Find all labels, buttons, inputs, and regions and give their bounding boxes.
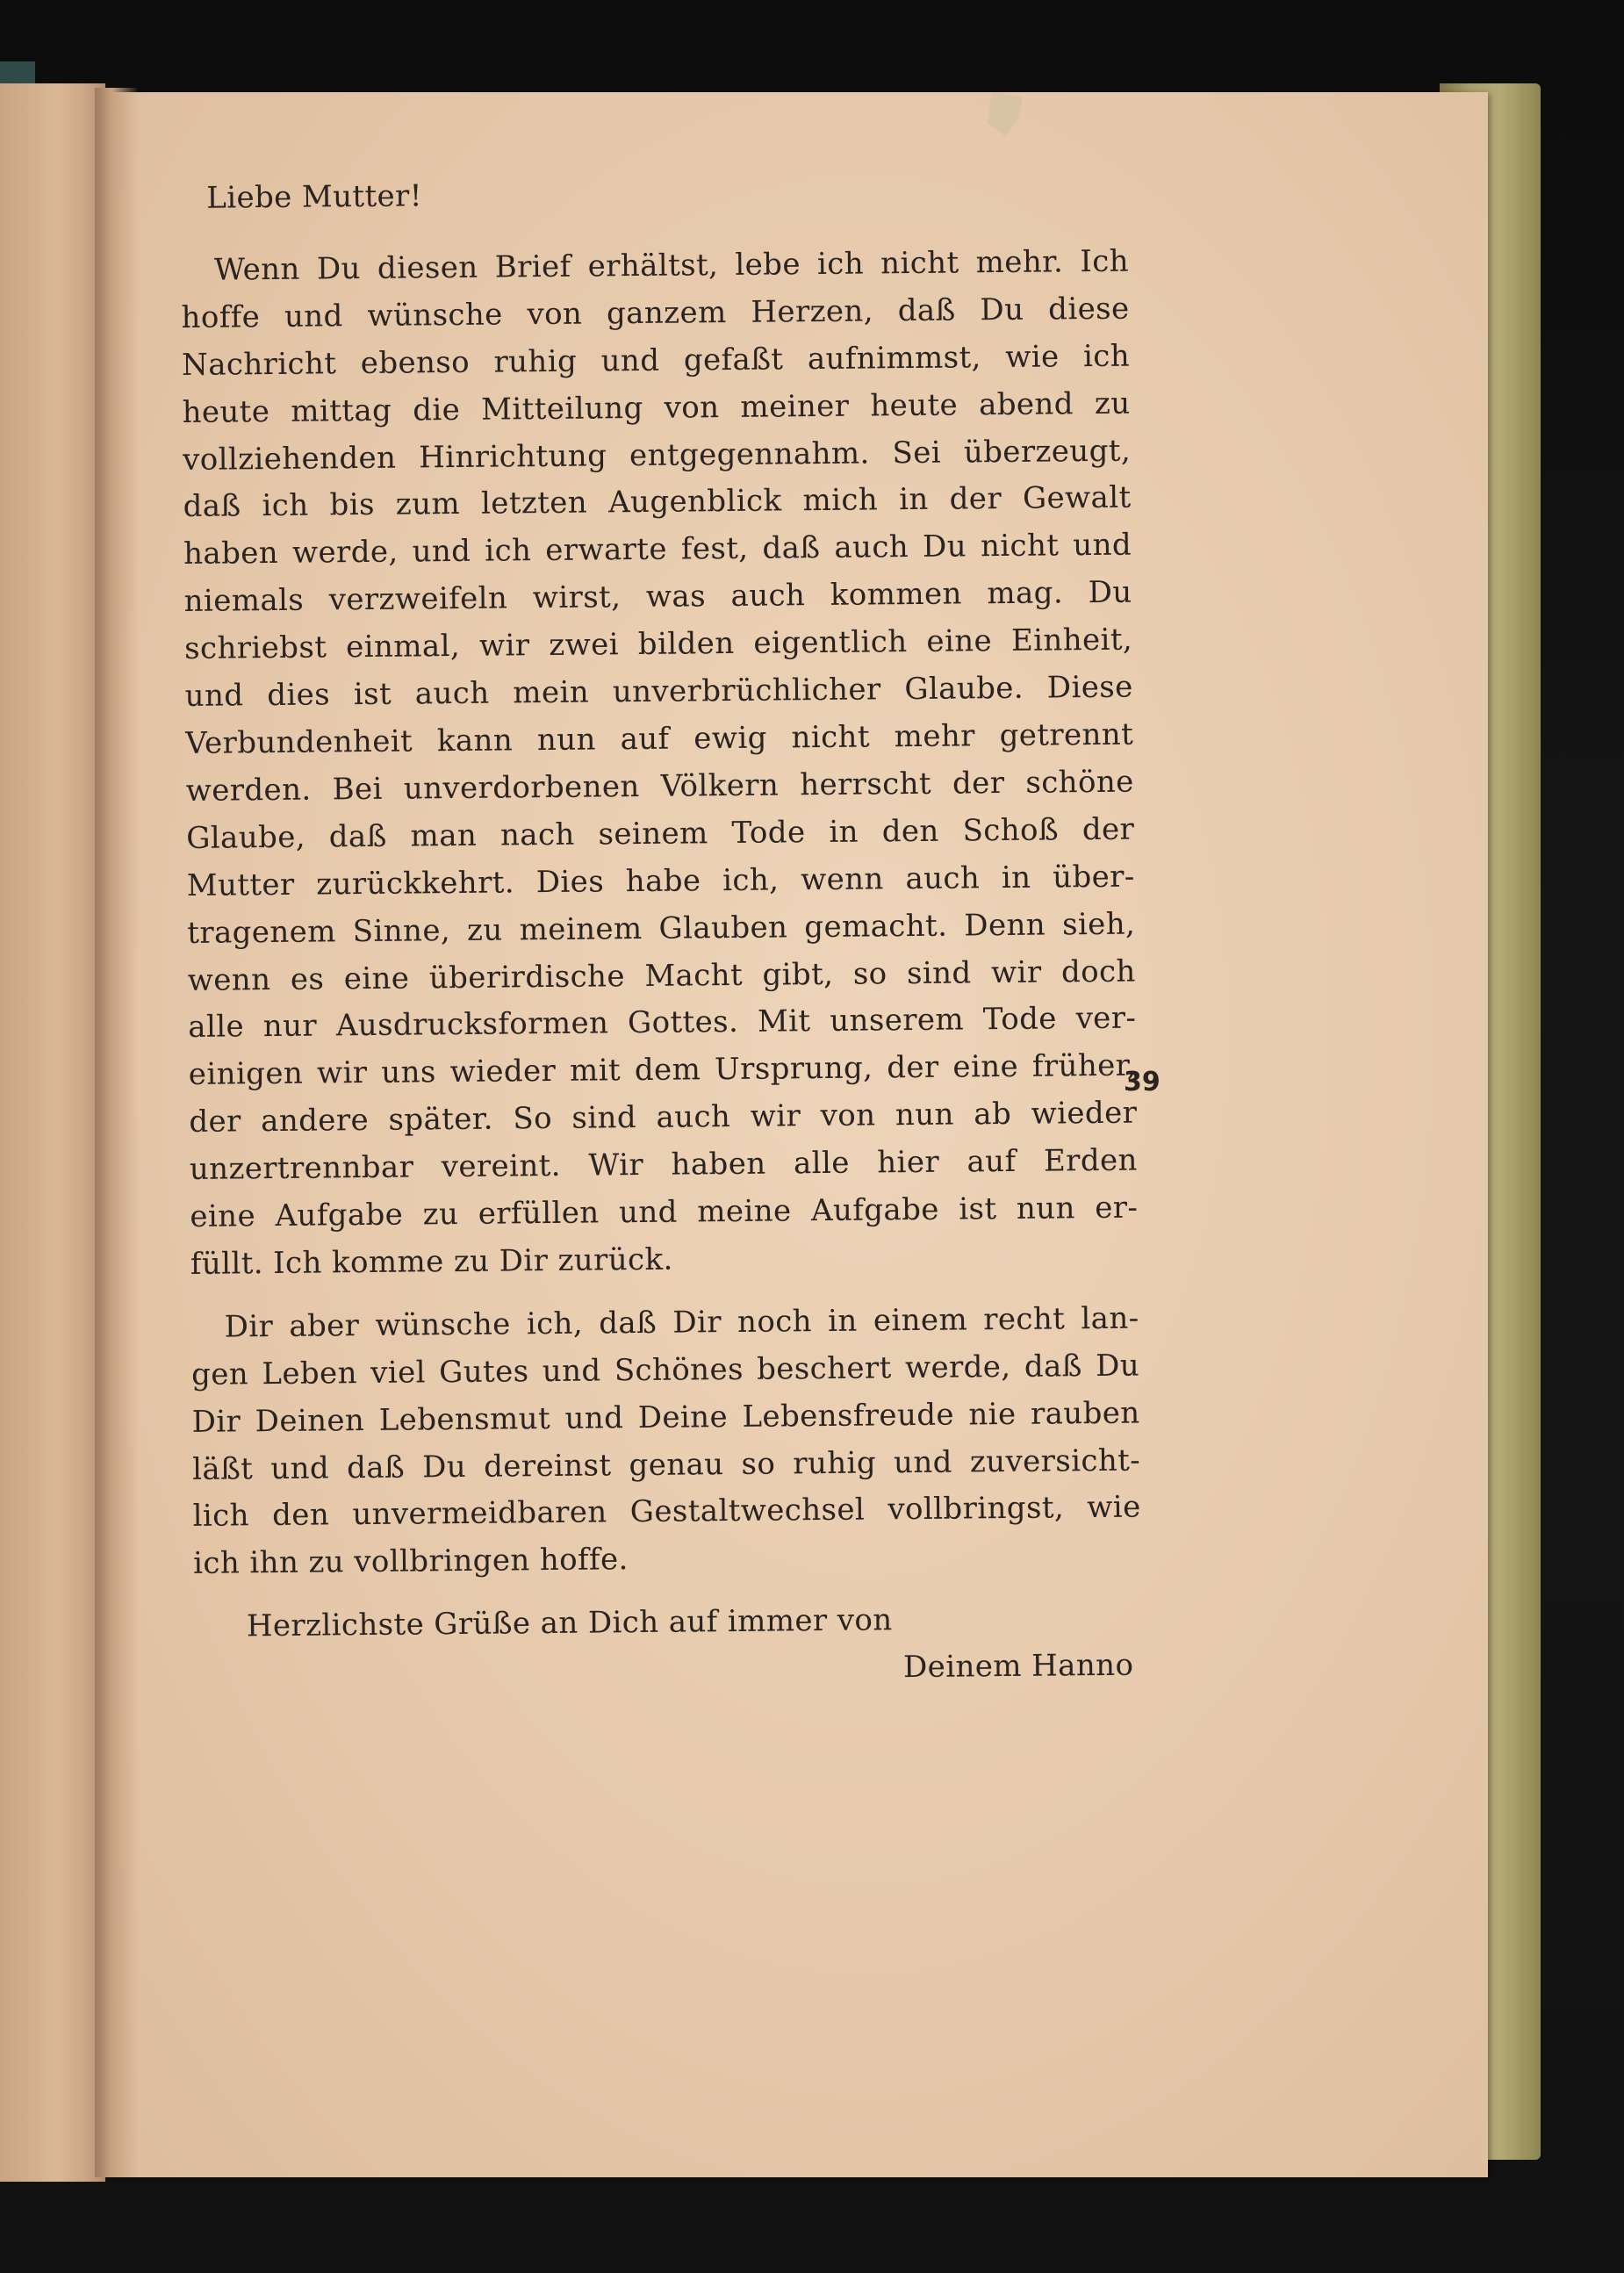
text-line: haben werde, und ich erwarte fest, daß auch Du nicht und bbox=[183, 527, 1132, 572]
text-line: Wenn Du diesen Brief erhältst, lebe ich nicht mehr. Ich bbox=[213, 243, 1130, 288]
text-line: ich ihn zu vollbringen hoffe. bbox=[192, 1542, 629, 1582]
text-line: werden. Bei unverdorbenen Völkern herrscht der schöne bbox=[185, 764, 1134, 809]
text-line: vollziehenden Hinrichtung entgegennahm. Sei überzeugt, bbox=[182, 433, 1132, 478]
letter-paragraph-1 bbox=[181, 239, 1139, 1289]
text-line: der andere später. So sind auch wir von nun ab wieder bbox=[189, 1095, 1138, 1140]
text-line: schriebst einmal, wir zwei bilden eigentlich eine Einheit, bbox=[183, 622, 1133, 667]
text-line: Verbundenheit kann nun auf ewig nicht mehr getrennt bbox=[185, 716, 1134, 761]
text-line: Dir aber wünsche ich, daß Dir noch in einem recht lan- bbox=[224, 1300, 1139, 1345]
signature: Deinem Hanno bbox=[902, 1647, 1134, 1686]
text-line: lich den unvermeidbaren Gestaltwechsel vollbringst, wie bbox=[192, 1490, 1141, 1535]
text-line: gen Leben viel Gutes und Schönes beschert werde, daß Du bbox=[190, 1348, 1140, 1392]
text-line: Glaube, daß man nach seinem Tode in den Schoß der bbox=[186, 811, 1135, 856]
text-line: läßt und daß Du dereinst genau so ruhig und zuversicht- bbox=[191, 1442, 1141, 1487]
text-line: hoffe und wünsche von ganzem Herzen, daß Du diese bbox=[181, 291, 1130, 335]
page-gutter-shadow bbox=[95, 88, 139, 2177]
letter-closing bbox=[194, 1595, 1143, 1699]
letter-paragraph-2 bbox=[190, 1295, 1141, 1588]
text-line: unzertrennbar vereint. Wir haben alle hier auf Erden bbox=[189, 1142, 1139, 1188]
page-number: 39 bbox=[1124, 1067, 1161, 1097]
text-line: tragenem Sinne, zu meinem Glauben gemacht. Denn sieh, bbox=[187, 906, 1136, 951]
closing-line: Herzlichste Grüße an Dich auf immer von bbox=[246, 1602, 893, 1644]
text-line: daß ich bis zum letzten Augenblick mich in der Gewalt bbox=[183, 480, 1132, 525]
text-line: wenn es eine überirdische Macht gibt, so sind wir doch bbox=[187, 953, 1136, 998]
text-line: niemals verzweifeln wirst, was auch kommen mag. Du bbox=[183, 574, 1132, 620]
text-line: füllt. Ich komme zu Dir zurück. bbox=[190, 1241, 673, 1282]
text-line: Nachricht ebenso ruhig und gefaßt aufnimmst, wie ich bbox=[181, 338, 1131, 383]
text-line: und dies ist auch mein unverbrüchlicher Glaube. Diese bbox=[184, 669, 1133, 715]
text-line: Mutter zurückkehrt. Dies habe ich, wenn auch in über- bbox=[186, 859, 1135, 903]
previous-page-edge bbox=[0, 83, 105, 2182]
letter-salutation: Liebe Mutter! bbox=[206, 178, 422, 216]
text-line: heute mittag die Mitteilung von meiner heute abend zu bbox=[182, 385, 1131, 430]
text-line: eine Aufgabe zu erfüllen und meine Aufgabe ist nun er- bbox=[190, 1190, 1139, 1234]
letter-text bbox=[180, 167, 1143, 1699]
text-line: einigen wir uns wieder mit dem Ursprung, der eine früher, bbox=[188, 1047, 1137, 1093]
paper-fragment bbox=[983, 92, 1027, 136]
text-line: Dir Deinen Lebensmut und Deine Lebensfreude nie rauben bbox=[191, 1395, 1140, 1440]
text-line: alle nur Ausdrucksformen Gottes. Mit unserem Tode ver- bbox=[188, 1000, 1137, 1046]
